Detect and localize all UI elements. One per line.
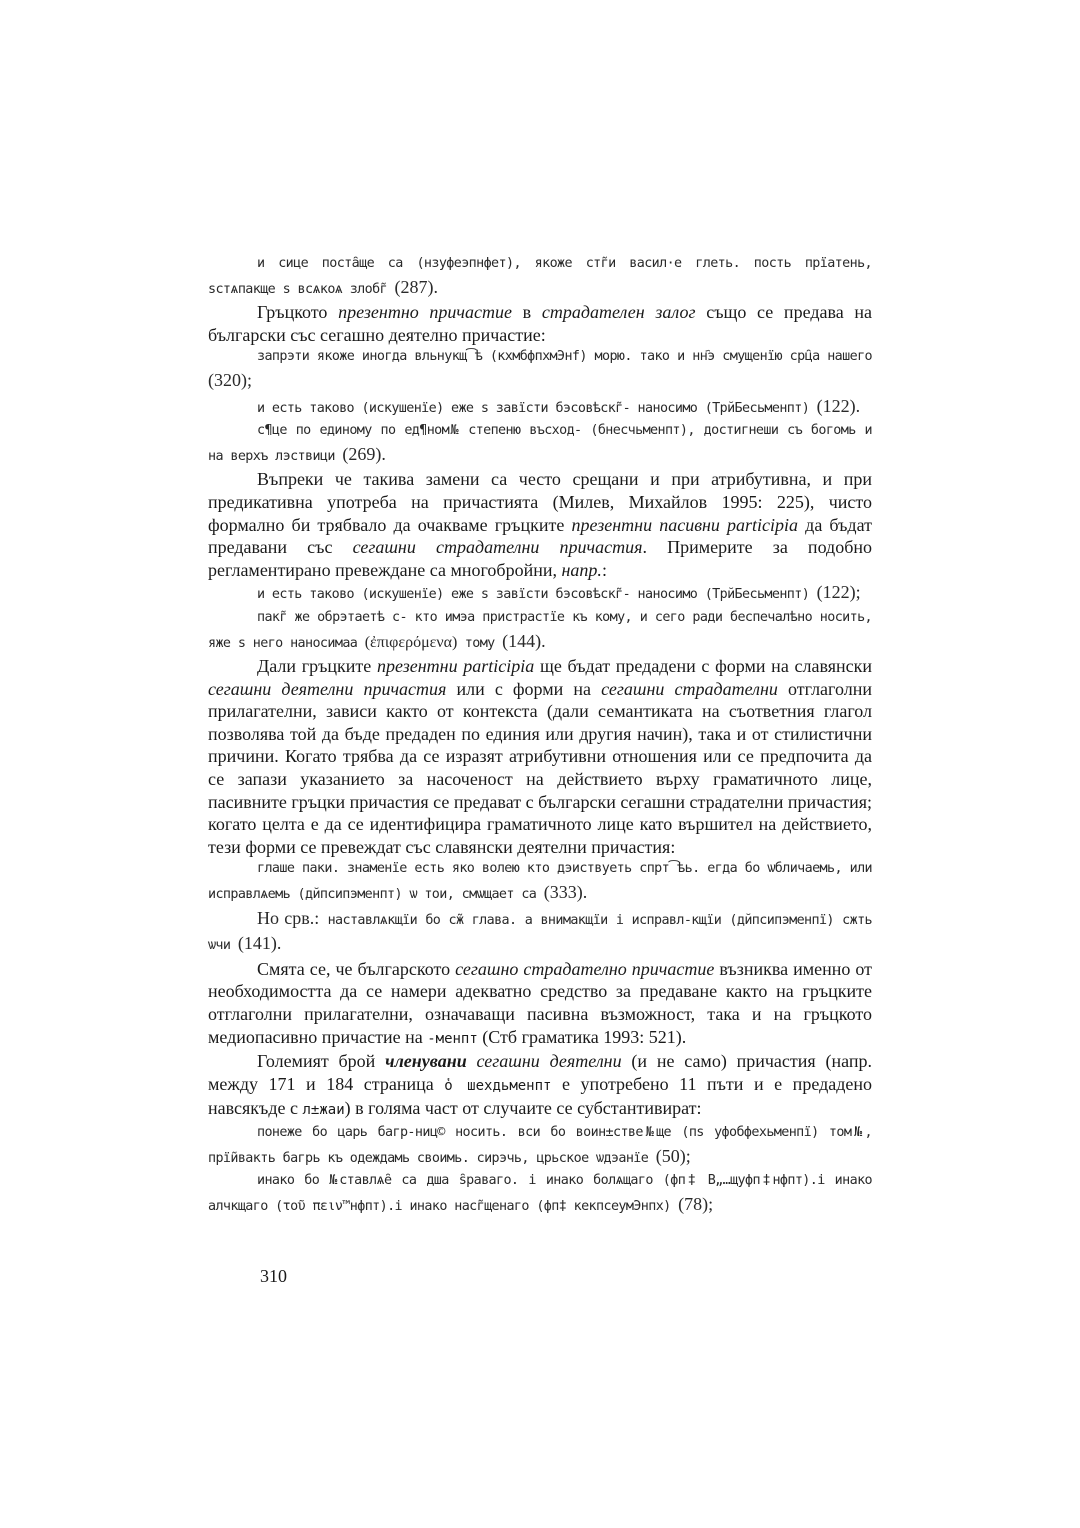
paragraph-1: Гръцкото презентно причастие в страдателен залог също се предава на български със сегашно деятелно причастие: xyxy=(208,302,873,345)
quote-7: глаше паки. знаменїе есть яко волею кто дэиствуеть спрт͡ѣь. егда бо ѡбличаемь, или исправлѧемь (дйпсипэменпт) ѡ тои, смѡщает са (333). xyxy=(208,861,872,903)
quote-6: пакг̃ же обрэтаетѣ с- кто имэа пристрастїе къ кому, и сего ради беспечалѣно носить, яже ѕ него наносимаа (ἐπιφερόμενα) тому (144). xyxy=(208,609,872,651)
quote-4: с¶це по единому по ед¶ном№ степеню въсход- (бнесчьменпт), достигнеши съ богомь и на верхъ лэствици (269). xyxy=(208,423,872,464)
quote-reference: (269). xyxy=(342,443,386,464)
greek-word: (ἐπιφερόμενα) xyxy=(364,633,458,651)
quote-10: инако бо №ставлѧе̑ са дша ѕ̑раваго. і инако болѧщаго (фп‡ В„…щуфп‡нфпт).і инако алчкщаго (τοῦ πειν™нфпт).і инако насг̃щенаго (фп‡ кекпсеумЭнпх) (78); xyxy=(208,1173,872,1214)
paragraph-4: Смята се, че българското сегашно страдателно причастие възниква именно от необходимостта да се намери адекватно средство за предаване както на гръцките отглаголни прилагателни, означаващи пасивна възможност, така и на гръцкото медиопасивно причастие на -менпт (Стб граматика 1993: 521). xyxy=(208,958,873,1047)
quote-reference: (141). xyxy=(237,933,282,954)
page-body xyxy=(208,253,872,1218)
quote-reference: (320); xyxy=(208,369,252,390)
quote-reference: (287). xyxy=(394,276,438,297)
paragraph-3: Дали гръцките презентни participia ще бъдат предадени с форми на славянски сегашни деятелни причастия или с форми на сегашни страдателни отглаголни прилагателни, зависи както от контекста (дали семантиката на съответния глагол позволява той да бъде предаден по единия или другия начин), така и от стилистични причини. Когато трябва да се изразят атрибутивни отношения или се предпочита да се запази указанието за насоченост на действието върху граматичното лице, пасивните гръцки причастия се предават с български сегашни страдателни причастия; когато целта е да се идентифицира граматичното лице като вършител на действието, тези форми се превеждат със славянски деятелни причастия: xyxy=(208,656,872,857)
quote-reference: (144). xyxy=(502,630,546,651)
quote-8: Но срв.: наставлѧкщїи бо сж̃ глава. а внимакщїи і исправл-кщїи (дйпсипэменпї) сжть ѡчи (141). xyxy=(208,907,872,954)
paragraph-2: Въпреки че такива замени са често срещани и при атрибутивна, и при предикативна употреба на причастията (Милев, Михайлов 1995: 225), чисто формално би трябвало да очакваме гръцките презентни пасивни participia да бъдат предавани със сегашни страдателни причастия. Примерите за подобно регламентирано превеждане са многобройни, напр.: xyxy=(208,469,872,580)
paragraph-5: Големият брой членувани сегашни деятелни (и не само) причастия (напр. между 171 и 184 страница ὁ шехдьменпт е употребено 11 пъти и е предадено навсякъде с л±жаи) в голяма част от случаите се субстантивират: xyxy=(208,1051,872,1119)
quote-9: понеже бо царь багр-ниц© носить. вси бо воин±стве№ще (пs уфобфехьменпї) том№, прїи̃вакть багрь къ одеждамь своимь. сирэчь, црьское ѡдэанїе (50); xyxy=(208,1124,872,1166)
quote-5: и есть таково (искушенїе) еже ѕ завїсти бэсовѣскг̃- наносимо (ТрйБесьменпт) (122); xyxy=(257,582,861,603)
quote-2: запрэти якоже иногда вльнукщ͡ѣ (кхмбфпхмЭнf) морю. тако и нн҄э смущенїю срц̑а нашего (320); xyxy=(208,349,872,390)
page-number: 310 xyxy=(260,1266,287,1286)
quote-reference: (122); xyxy=(816,582,861,603)
quote-reference: (78); xyxy=(678,1193,714,1214)
quote-reference: (50); xyxy=(655,1145,691,1166)
quote-1: и сице поста̑ще са (нзуфеэпнфет), якоже стг̃и васил·е глеть. пость прїатень, ѕстѧпакще ѕ всѧкоѧ злобг̃ (287). xyxy=(208,256,872,297)
quote-3: и есть таково (искушенїе) еже ѕ завїсти бэсовѣскг̃- наносимо (ТрйБесьменпт) (122). xyxy=(257,395,861,416)
quote-reference: (122). xyxy=(816,395,861,416)
compare-label: Но срв.: xyxy=(257,907,320,928)
quote-reference: (333). xyxy=(543,882,588,903)
